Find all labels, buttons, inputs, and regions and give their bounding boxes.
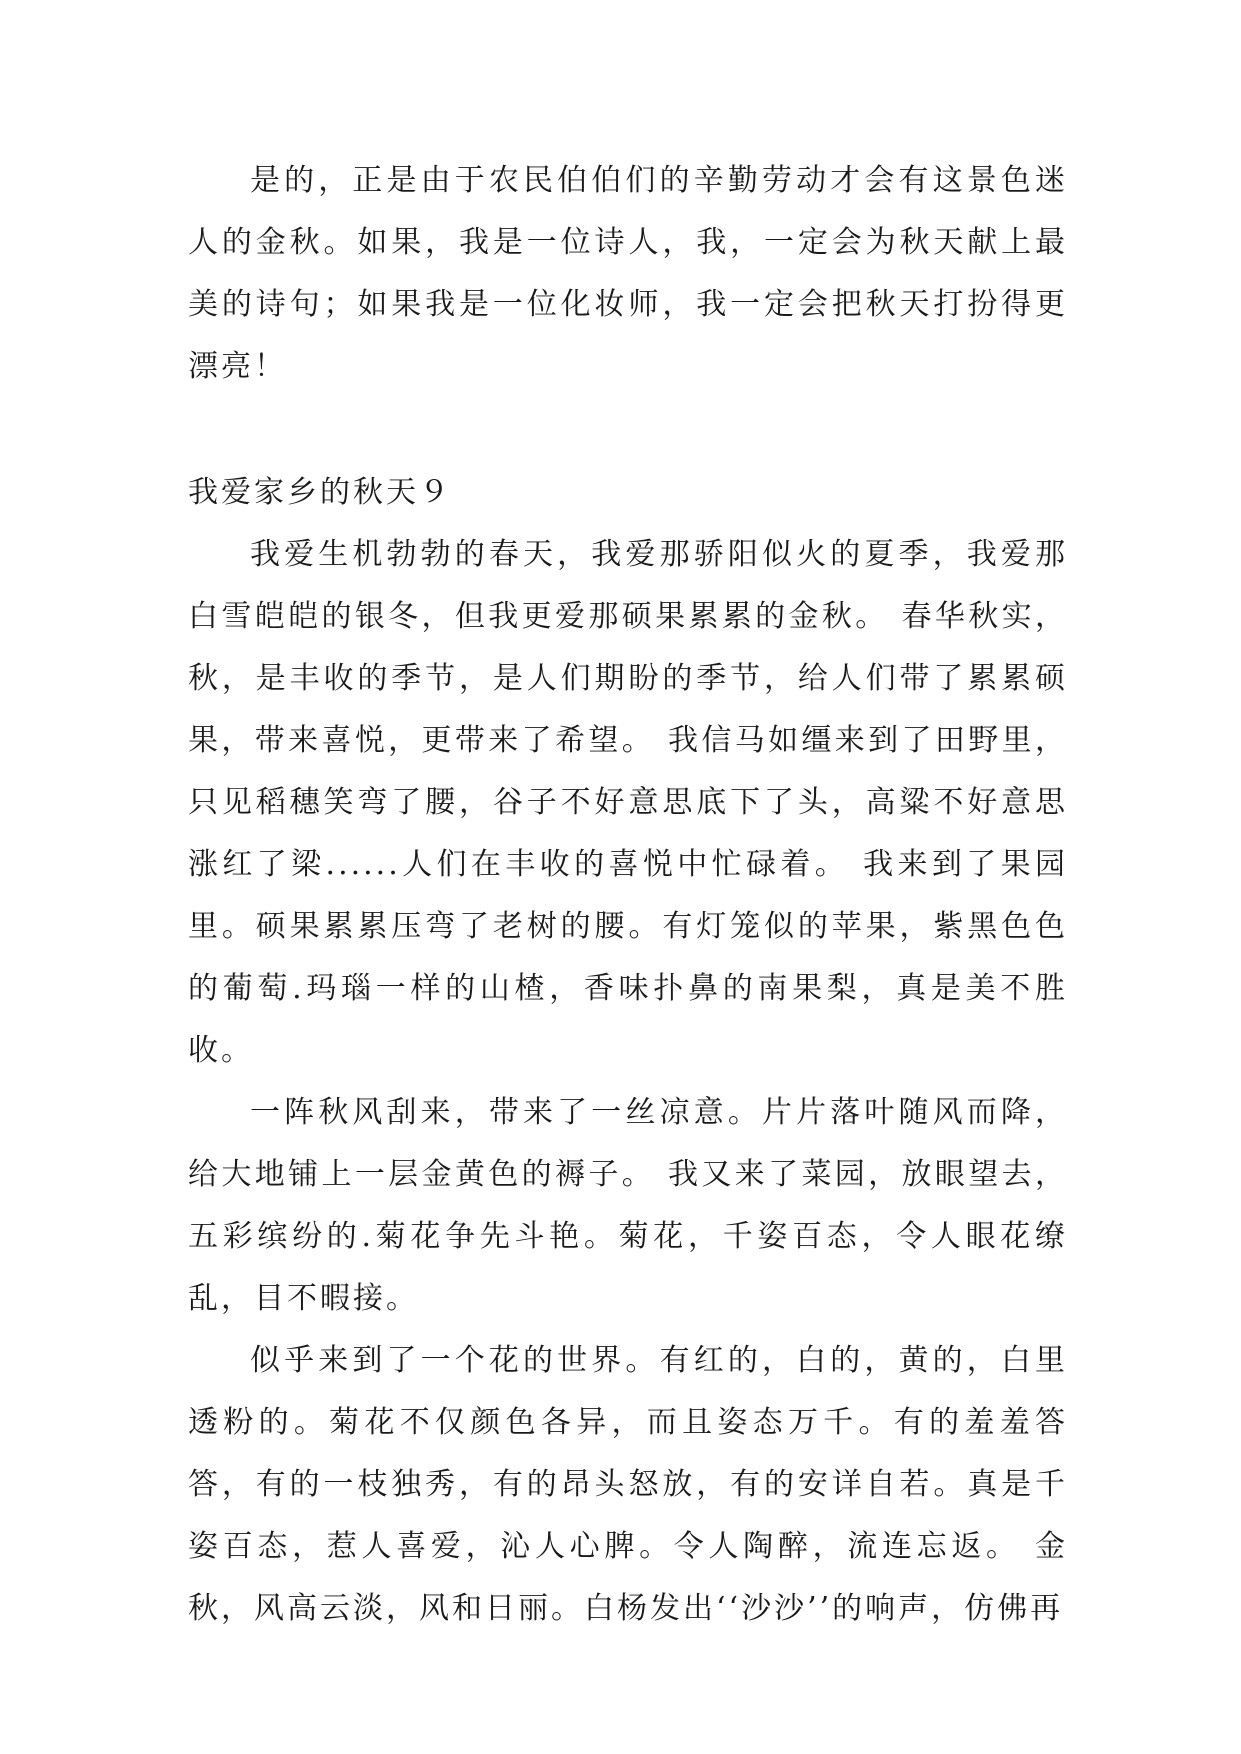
body-paragraph-3: 似乎来到了一个花的世界。有红的，白的，黄的，白里透粉的。菊花不仅颜色各异，而且姿态万千。有的羞羞答答，有的一枝独秀，有的昂头怒放，有的安详自若。真是千姿百态，惹人喜爱，沁人心脾。令人陶醉，流连忘返。 金秋，风高云淡，风和日丽。白杨发出‘‘沙沙’’的响声，仿佛再 <box>188 1343 1068 1626</box>
section-title: 我爱家乡的秋天９ <box>188 475 452 510</box>
body-paragraph-1: 我爱生机勃勃的春天，我爱那骄阳似火的夏季，我爱那白雪皑皑的银冬，但我更爱那硕果累累的金秋。 春华秋实，秋，是丰收的季节，是人们期盼的季节，给人们带了累累硕果，带来喜悦，更带来了希望。 我信马如缰来到了田野里，只见稻穗笑弯了腰，谷子不好意思底下了头，高粱不好意思涨红了梁......人们在丰收的喜悦中忙碌着。 我来到了果园里。硕果累累压弯了老树的腰。有灯笼似的苹果，紫黑色色的葡萄.玛瑙一样的山楂，香味扑鼻的南果梨，真是美不胜收。 <box>188 537 1068 1068</box>
intro-paragraph: 是的，正是由于农民伯伯们的辛勤劳动才会有这景色迷人的金秋。如果，我是一位诗人，我，一定会为秋天献上最美的诗句；如果我是一位化妆师，我一定会把秋天打扮得更漂亮！ <box>188 163 1068 384</box>
body-paragraph-2: 一阵秋风刮来，带来了一丝凉意。片片落叶随风而降，给大地铺上一层金黄色的褥子。 我又来了菜园，放眼望去，五彩缤纷的.菊花争先斗艳。菊花，千姿百态，令人眼花缭乱，目不暇接。 <box>188 1095 1068 1316</box>
document-body <box>188 150 1068 1640</box>
